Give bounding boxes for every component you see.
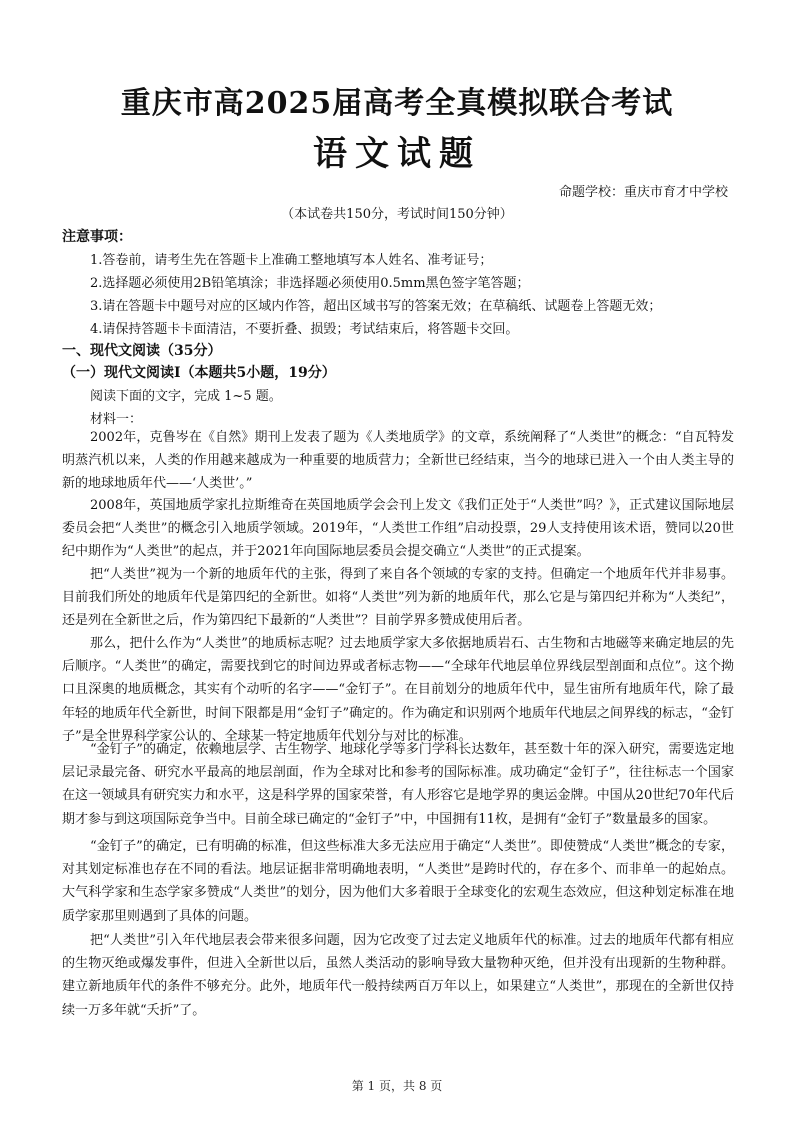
- paragraph: 把“人类世”引入年代地层表会带来很多问题，因为它改变了过去定义地质年代的标准。过去的地质年代都有相应的生物灭绝或爆发事件，但进入全新世以后，虽然人类活动的影响导致大量物种灭绝，但并没有出现新的生物种群。建立新地质年代的条件不够充分。此外，地质年代一般持续两百万年以上，如果建立“人类世”，那现在的全新世仅持续一万多年就“夭折”了。: [62, 933, 734, 1018]
- notice-item: 3.请在答题卡中题号对应的区域内作答，超出区域书写的答案无效；在草稿纸、试题卷上答题无效；: [90, 299, 662, 314]
- paragraph: 把“人类世”视为一个新的地质年代的主张，得到了来自各个领域的专家的支持。但确定一个地质年代并非易事。目前我们所处的地质年代是第四纪的全新世。如将“人类世”列为新的地质年代，那么它是与第四纪并称为“人类纪”，还是列在全新世之后，作为第四纪下最新的“人类世”？目前学界多赞成使用后者。: [62, 567, 734, 629]
- exam-subtitle: 语文试题: [313, 134, 481, 174]
- subsection-heading: （一）现代文阅读Ⅰ（本题共5小题，19分）: [62, 365, 336, 381]
- school-line: 命题学校：重庆市育才中学校: [558, 185, 728, 200]
- notice-item: 2.选择题必须使用2B铅笔填涂；非选择题必须使用0.5mm黑色签字笔答题；: [90, 276, 530, 291]
- notice-item: 1.答卷前，请考生先在答题卡上准确工整地填写本人姓名、准考证号；: [90, 253, 493, 268]
- section-heading: 一、现代文阅读（35分）: [62, 343, 222, 359]
- exam-info: （本试卷共150分，考试时间150分钟）: [281, 207, 513, 222]
- paragraph: “金钉子”的确定，已有明确的标准，但这些标准大多无法应用于确定“人类世”。即使赞成“人类世”概念的专家，对其划定标准也存在不同的看法。地层证据非常明确地表明，“人类世”是跨时代的，存在多个、而非单一的起始点。大气科学家和生态学家多赞成“人类世”的划分，因为他们大多着眼于全球变化的宏观生态效应，但这种划定标准在地质学家那里则遇到了具体的问题。: [62, 839, 734, 924]
- paragraph: “金钉子”的确定，依赖地层学、古生物学、地球化学等多门学科长达数年，甚至数十年的深入研究，需要选定地层记录最完备、研究水平最高的地层剖面，作为全球对比和参考的国际标准。成功确定“金钉子”，往往标志一个国家在这一领域具有研究实力和水平，这是科学界的国家荣誉，有人形容它是地学界的奥运金牌。中国从20世纪70年代后期才参与到这项国际竞争当中。目前全球已确定的“金钉子”中，中国拥有11枚，是拥有“金钉子”数量最多的国家。: [62, 742, 734, 827]
- page-number: 第 1 页，共 8 页: [351, 1079, 443, 1093]
- notice-heading: 注意事项：: [62, 229, 132, 245]
- reading-instruction: 阅读下面的文字，完成 1~5 题。: [90, 389, 282, 404]
- paragraph: 那么，把什么作为“人类世”的地质标志呢？过去地质学家大多依据地质岩石、古生物和古地磁等来确定地层的先后顺序。“人类世”的确定，需要找到它的时间边界或者标志物——“全球年代地层单位界线层型剖面和点位”。这个拗口且深奥的地质概念，其实有个动听的名字——“金钉子”。在目前划分的地质年代中，显生宙所有地质年代，除了最年轻的地质年代全新世，时间下限都是用“金钉子”确定的。作为确定和识别两个地质年代地层之间界线的标志，“金钉子”是全世界科学家公认的、全球某一特定地质年代划分与对比的标准。: [62, 636, 734, 744]
- material-label: 材料一：: [90, 412, 143, 427]
- paragraph: 2008年，英国地质学家扎拉斯维奇在英国地质学会会刊上发文《我们正处于“人类世”吗？》，正式建议国际地层委员会把“人类世”的概念引入地质学领域。2019年，“人类世工作组”启动投票，29人支持使用该术语，赞同以20世纪中期作为“人类世”的起点，并于2021年向国际地层委员会提交确立“人类世”的正式提案。: [62, 498, 734, 560]
- exam-title: 重庆市高2025届高考全真模拟联合考试: [120, 86, 674, 121]
- paragraph: 2002年，克鲁岑在《自然》期刊上发表了题为《人类地质学》的文章，系统阐释了“人类世”的概念：“自瓦特发明蒸汽机以来，人类的作用越来越成为一种重要的地质营力；全新世已经结束，当今的地球已进入一个由人类主导的新的地球地质年代——‘人类世’。”: [62, 430, 734, 492]
- notice-item: 4.请保持答题卡卡面清洁，不要折叠、损毁；考试结束后，将答题卡交回。: [90, 322, 519, 337]
